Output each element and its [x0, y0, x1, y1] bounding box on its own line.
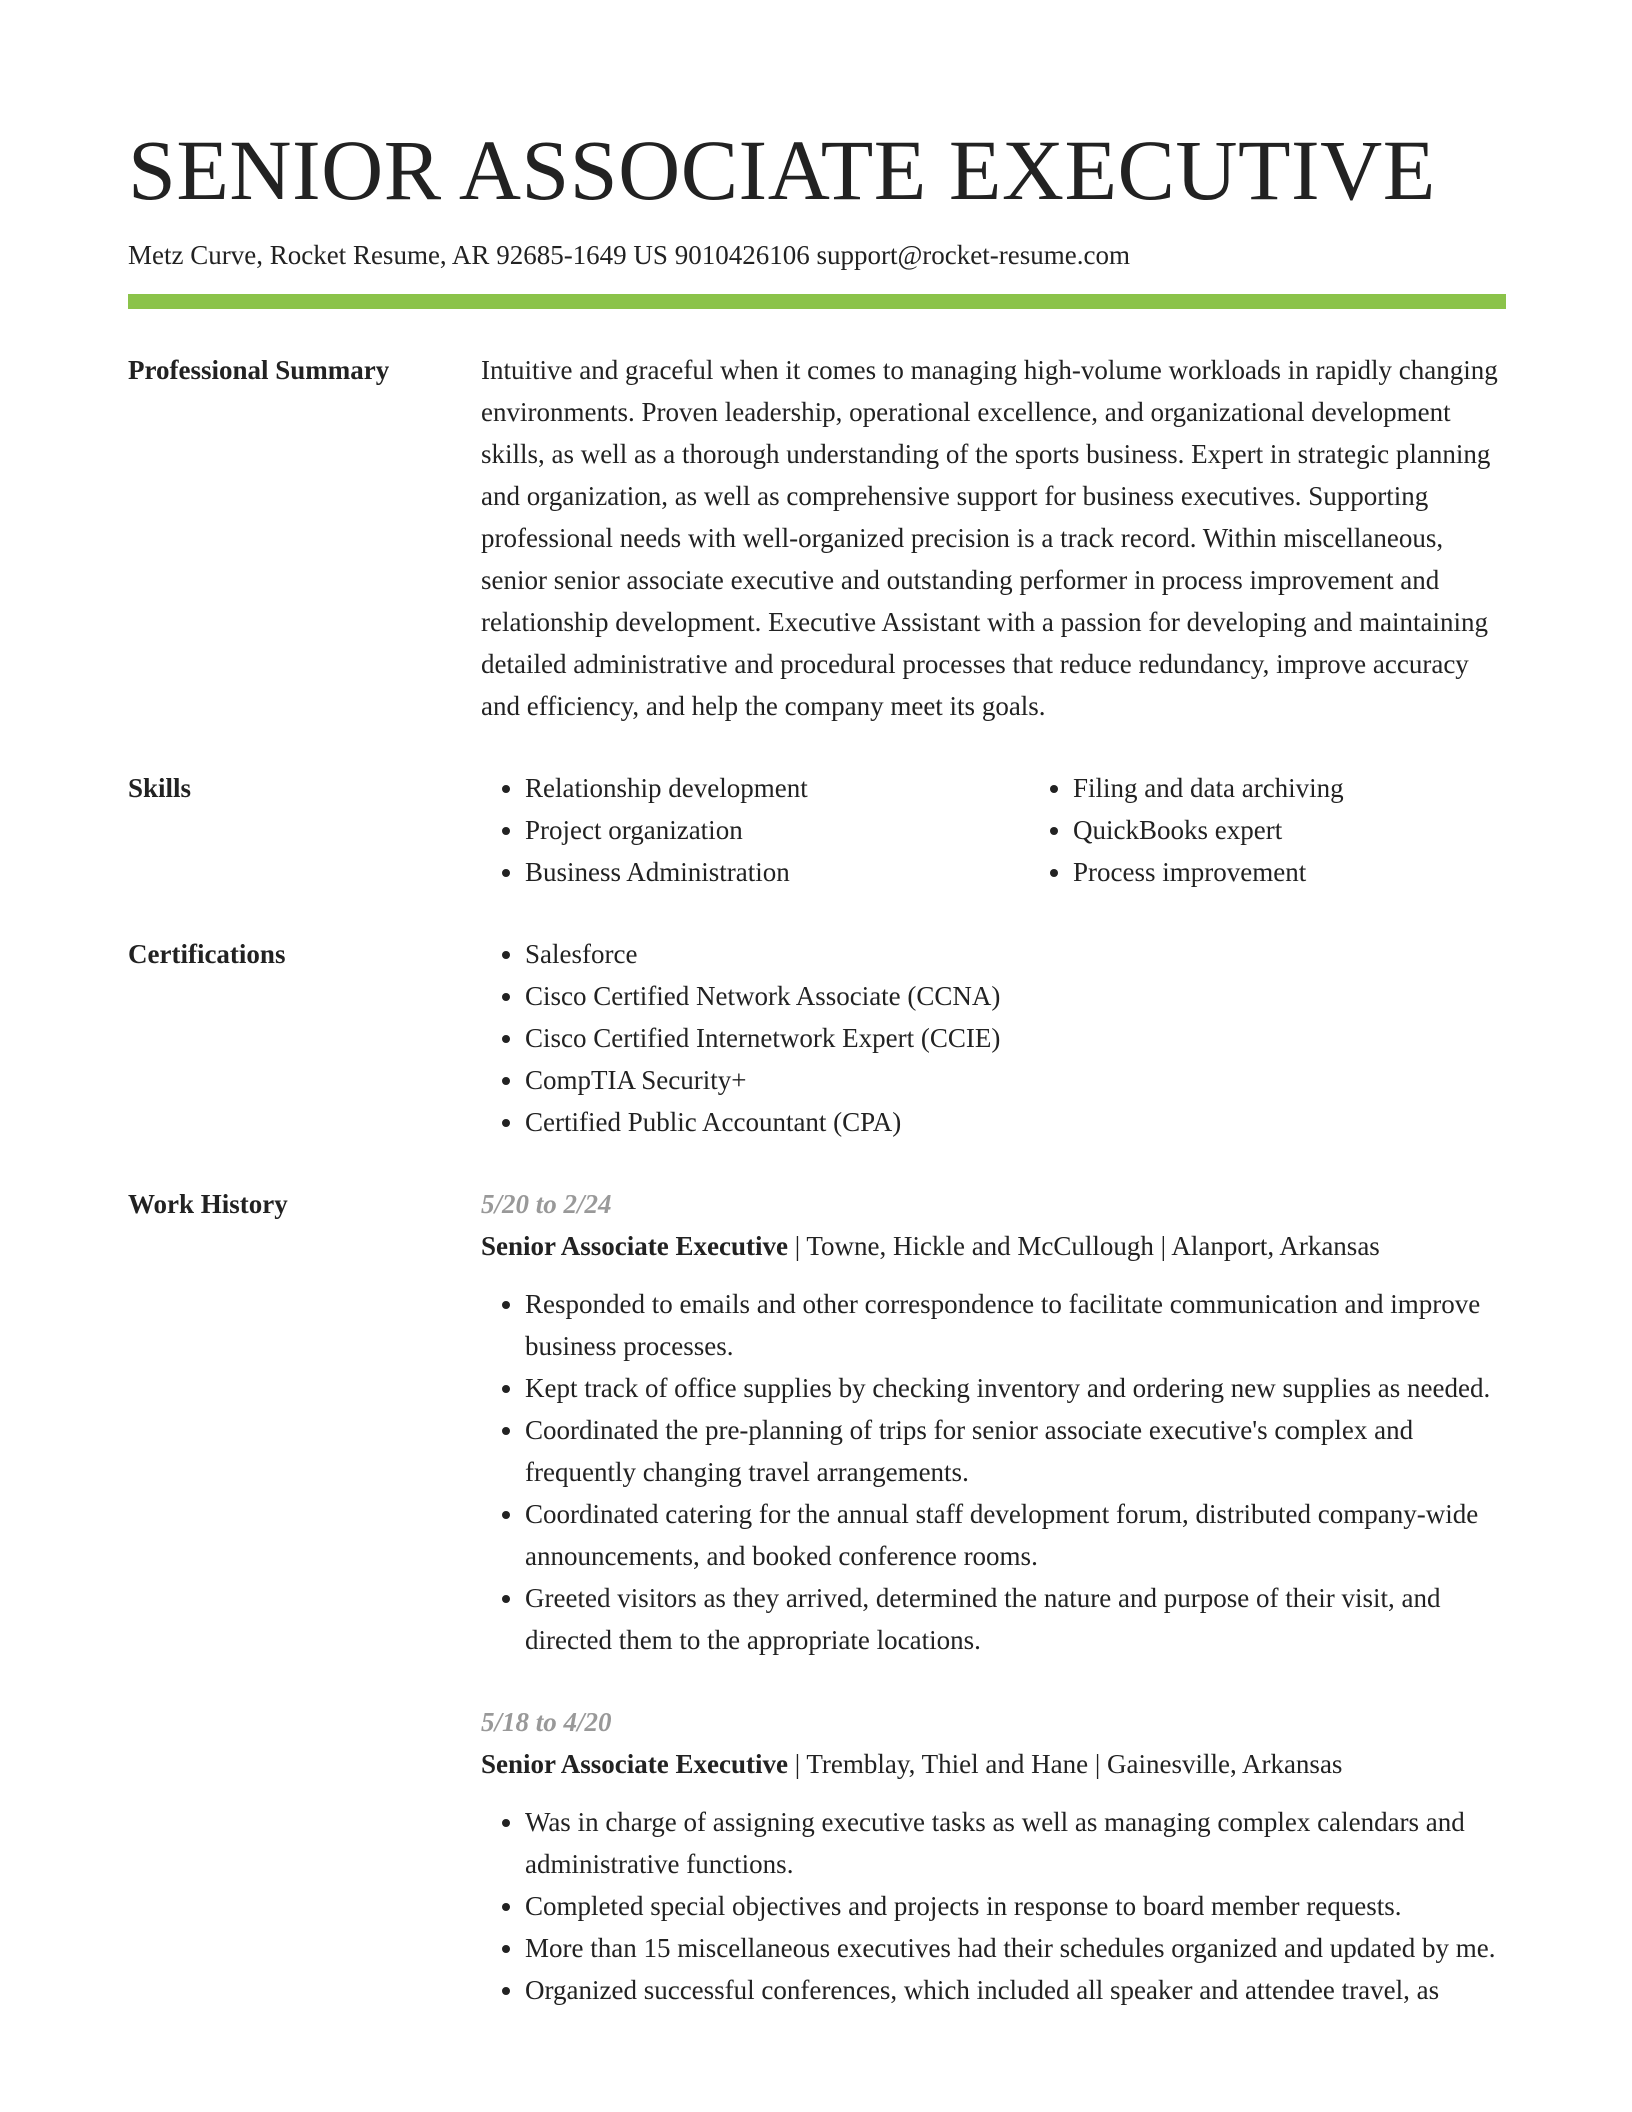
section-title-work-history: Work History [128, 1189, 288, 1219]
summary-section [128, 349, 1506, 727]
skill-item: • Process improvement [1073, 851, 1577, 893]
certification-item: • Cisco Certified Internetwork Expert (CCIE) [525, 1017, 1506, 1059]
job-heading [481, 1225, 1506, 1267]
certifications-section [128, 933, 1506, 1143]
skill-item: • QuickBooks expert [1073, 809, 1577, 851]
job-company-location: | Tremblay, Thiel and Hane | Gainesville, Arkansas [787, 1749, 1343, 1779]
certification-item: • Salesforce [525, 933, 1506, 975]
skills-list-right [1029, 767, 1577, 893]
job-title: Senior Associate Executive [481, 1231, 788, 1261]
certifications-list [481, 933, 1506, 1143]
job-heading [481, 1743, 1506, 1785]
job-duties-list [481, 1283, 1506, 1661]
certification-item: • Cisco Certified Network Associate (CCNA) [525, 975, 1506, 1017]
job-duties-list [481, 1801, 1506, 2011]
skills-section [128, 767, 1506, 893]
certification-item: • Certified Public Accountant (CPA) [525, 1101, 1506, 1143]
job-title: Senior Associate Executive [481, 1749, 788, 1779]
summary-text: Intuitive and graceful when it comes to managing high-volume workloads in rapidly changing environments. Proven leadership, operational excellence, and organizational development skills, as well as a thorough understanding of the sports business. Expert in strategic planning and organization, as well as comprehensive support for business executives. Supporting professional needs with well-organized precision is a track record. Within miscellaneous, senior senior associate executive and outstanding performer in process improvement and relationship development. Executive Assistant with a passion for developing and maintaining detailed administrative and procedural processes that reduce redundancy, improve accuracy and efficiency, and help the company meet its goals. [481, 355, 1498, 721]
section-title-skills: Skills [128, 773, 192, 803]
job-duty-item: • Completed special objectives and projects in response to board member requests. [525, 1885, 1506, 1927]
job-duty-item: • Coordinated catering for the annual staff development forum, distributed company-wide announcements, and booked conference rooms. [525, 1493, 1506, 1577]
header-divider [128, 294, 1506, 309]
contact-info: Metz Curve, Rocket Resume, AR 92685-1649 US 9010426106 support@rocket-resume.com [128, 240, 1130, 270]
job-company-location: | Towne, Hickle and McCullough | Alanport, Arkansas [787, 1231, 1380, 1261]
job-duty-item: • Greeted visitors as they arrived, determined the nature and purpose of their visit, and directed them to the appropriate locations. [525, 1577, 1506, 1661]
skills-list-left [481, 767, 1029, 893]
job-entry [481, 1701, 1506, 2011]
skill-item: • Project organization [525, 809, 1029, 851]
resume-page [128, 0, 1506, 2011]
section-title-certifications: Certifications [128, 939, 286, 969]
job-duty-item: • Responded to emails and other correspondence to facilitate communication and improve business processes. [525, 1283, 1506, 1367]
job-dates: 5/18 to 4/20 [481, 1707, 612, 1737]
candidate-name: SENIOR ASSOCIATE EXECUTIVE [128, 122, 1436, 218]
section-title-summary: Professional Summary [128, 355, 390, 385]
job-duty-item: • Kept track of office supplies by checking inventory and ordering new supplies as needed. [525, 1367, 1506, 1409]
job-duty-item: • Was in charge of assigning executive tasks as well as managing complex calendars and administrative functions. [525, 1801, 1506, 1885]
skill-item: • Relationship development [525, 767, 1029, 809]
job-duty-item: • Coordinated the pre-planning of trips for senior associate executive's complex and frequently changing travel arrangements. [525, 1409, 1506, 1493]
certification-item: • CompTIA Security+ [525, 1059, 1506, 1101]
skill-item: • Filing and data archiving [1073, 767, 1577, 809]
job-entry [481, 1183, 1506, 1661]
job-duty-item: • More than 15 miscellaneous executives had their schedules organized and updated by me. [525, 1927, 1506, 1969]
job-duty-item: • Organized successful conferences, which included all speaker and attendee travel, as [525, 1969, 1506, 2011]
job-dates: 5/20 to 2/24 [481, 1189, 612, 1219]
skill-item: • Business Administration [525, 851, 1029, 893]
work-history-section [128, 1183, 1506, 2011]
